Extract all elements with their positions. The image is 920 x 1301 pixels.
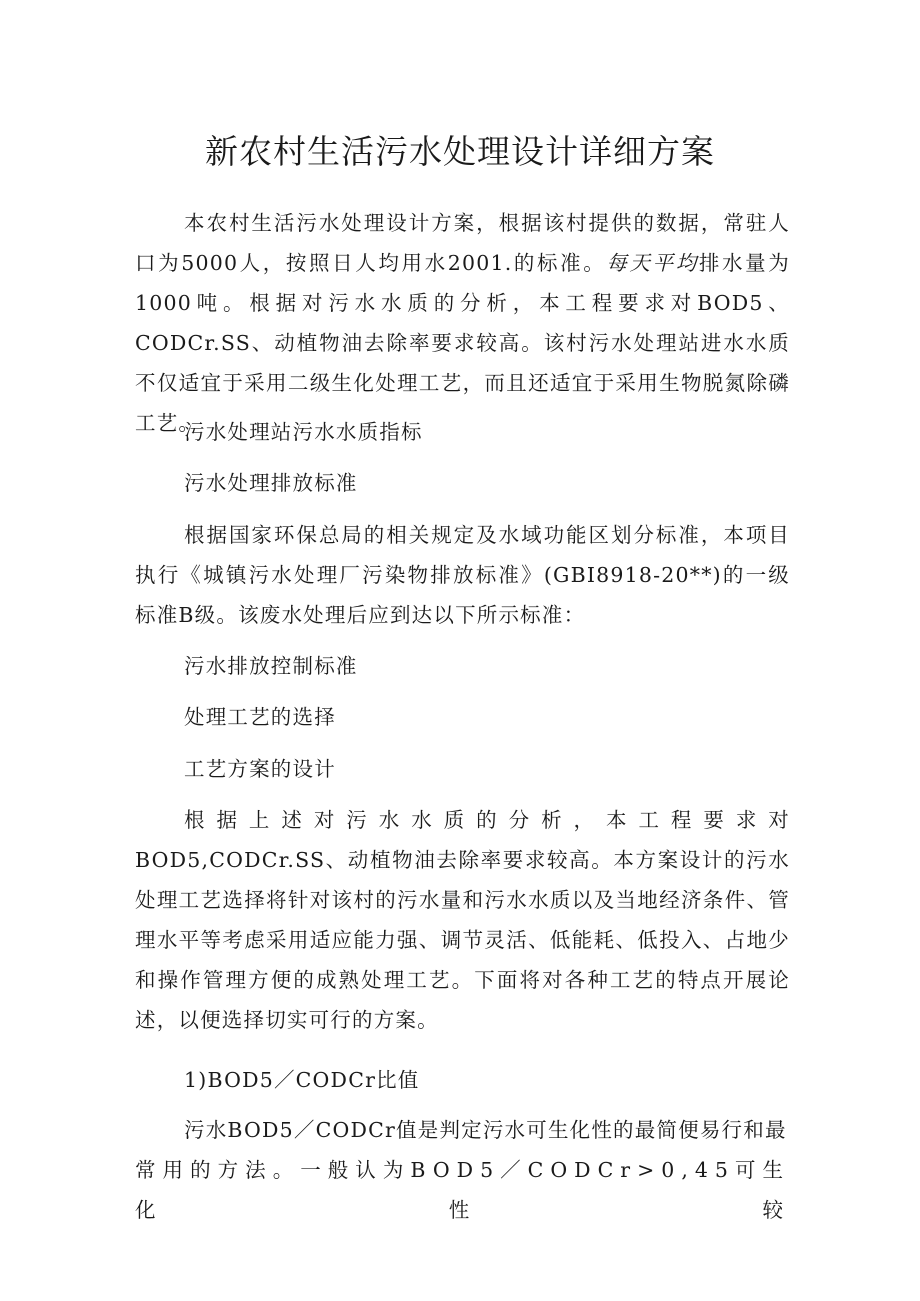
- intro-text-italic: 每天平均: [606, 251, 699, 275]
- heading-process-design: 工艺方案的设计: [184, 757, 336, 781]
- design-paragraph: 根据上述对污水水质的分析，本工程要求对BOD5,CODCr.SS、动植物油去除率要求较高。本方案设计的污水处理工艺选择将针对该村的污水量和污水水质以及当地经济条件、管理水平等考虑采用适应能力强、调节灵活、低能耗、低投入、占地少和操作管理方便的成熟处理工艺。下面将对各种工艺的特点开展论述，以便选择切实可行的方案。: [135, 808, 790, 1032]
- heading-process-selection: 处理工艺的选择: [184, 705, 336, 729]
- heading-discharge-control: 污水排放控制标准: [184, 654, 358, 678]
- ratio-paragraph-line1: 污水BOD5／CODCr值是判定污水可生化性的最简便易行和最: [184, 1118, 787, 1142]
- heading-discharge-standard: 污水处理排放标准: [184, 471, 358, 495]
- intro-paragraph: [135, 203, 790, 443]
- ratio-paragraph-line2: 常用的方法。一般认为BOD5／CODCr>0,45可生化性较: [135, 1158, 790, 1222]
- document-title: 新农村生活污水处理设计详细方案: [205, 132, 715, 171]
- intro-text-c: 排水量为1000吨。根据对污水水质的分析，本工程要求对BOD5、CODCr.SS、动植物油去除率要求较高。该村污水处理站进水水质不仅适宜于采用二级生化处理工艺，而且还适宜于采用生物脱氮除磷工艺。: [135, 251, 790, 435]
- standard-paragraph: 根据国家环保总局的相关规定及水域功能区划分标准，本项目执行《城镇污水处理厂污染物排放标准》(GBI8918-20**)的一级标准B级。该废水处理后应到达以下所示标准：: [135, 523, 790, 627]
- heading-bod-cod-ratio: 1)BOD5／CODCr比值: [184, 1068, 420, 1092]
- heading-water-quality-index: 污水处理站污水水质指标: [184, 420, 423, 444]
- intro-text-a: 本农村生活污水处理设计方案，根据该村提供的数据，常驻人口为5000人，按照日人均用水2001.的标准。: [135, 211, 790, 275]
